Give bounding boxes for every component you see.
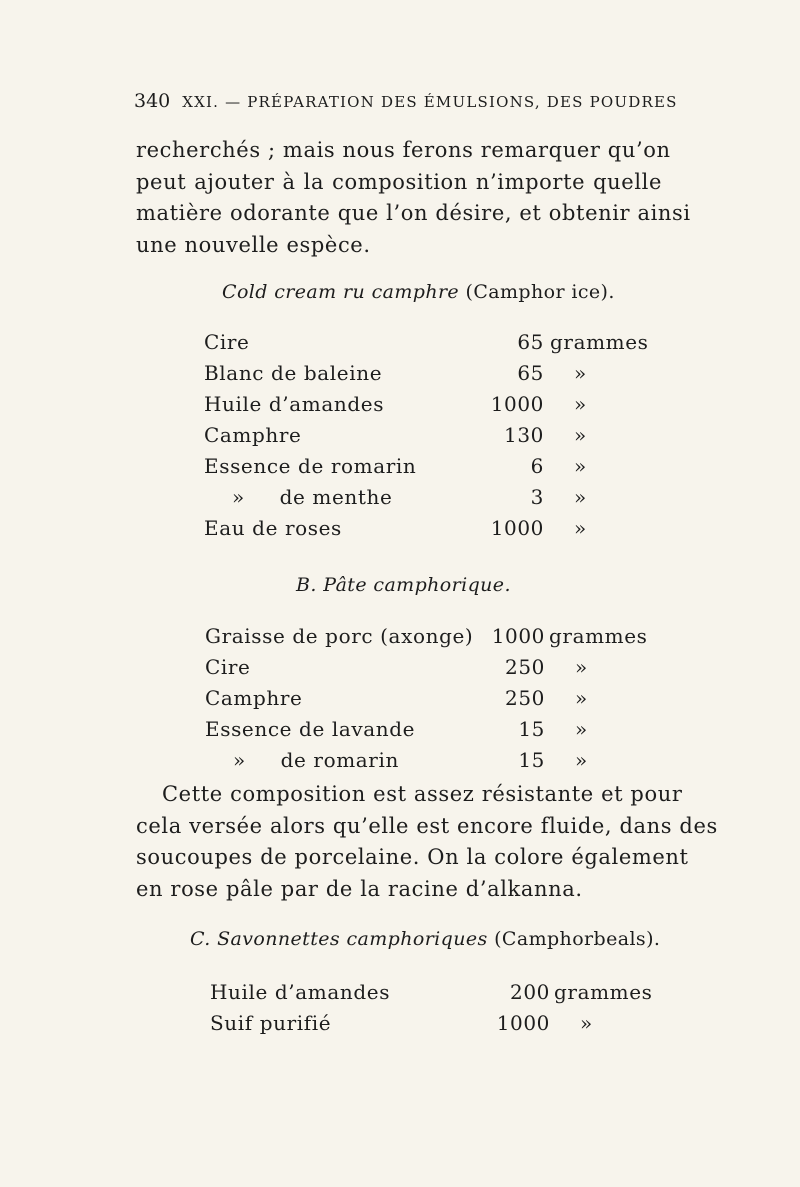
- ingredient-name: Essence de lavande: [205, 717, 416, 741]
- paragraph-pate-description: [136, 779, 718, 905]
- ingredient-unit: »: [574, 392, 587, 416]
- ingredient-unit: »: [574, 361, 587, 385]
- recipe-title-plain: (Camphor ice).: [459, 281, 615, 303]
- recipe-title-pate-camphorique: [296, 574, 511, 596]
- ingredient-unit: »: [575, 686, 588, 710]
- ingredient-name: Cire: [205, 655, 251, 679]
- ingredient-unit: »: [574, 516, 587, 540]
- ingredient-quantity: 130: [504, 423, 544, 447]
- recipe-title-cold-cream: [222, 281, 615, 303]
- recipe-table-savonnettes: [210, 977, 653, 1047]
- ingredient-unit: »: [574, 454, 587, 478]
- ingredient-name: » de romarin: [233, 748, 399, 772]
- ingredient-quantity: 250: [505, 686, 545, 710]
- paragraph-line: peut ajouter à la composition n’importe quelle: [136, 169, 662, 194]
- ingredient-unit: »: [574, 423, 587, 447]
- ingredient-quantity: 6: [530, 454, 544, 478]
- paragraph-line: en rose pâle par de la racine d’alkanna.: [136, 876, 583, 901]
- recipe-title-plain: (Camphorbeals).: [487, 928, 661, 950]
- ingredient-name: Camphre: [205, 686, 303, 710]
- ingredient-name: Graisse de porc (axonge): [205, 624, 474, 648]
- ingredient-name: Cire: [204, 330, 250, 354]
- paragraph-intro: [136, 135, 691, 261]
- ingredient-unit: »: [575, 717, 588, 741]
- ingredient-unit: »: [574, 485, 587, 509]
- ingredient-quantity: 3: [530, 485, 544, 509]
- ingredient-unit: »: [575, 655, 588, 679]
- ingredient-unit: »: [580, 1011, 593, 1035]
- paragraph-line: une nouvelle espèce.: [136, 232, 371, 257]
- ingredient-name: Huile d’amandes: [210, 980, 391, 1004]
- ingredient-quantity: 1000: [491, 624, 545, 648]
- ingredient-name: Blanc de baleine: [204, 361, 383, 385]
- recipe-table-cold-cream: [204, 327, 649, 547]
- ingredient-name: » de menthe: [232, 485, 393, 509]
- ingredient-name: Camphre: [204, 423, 302, 447]
- ingredient-unit: »: [575, 748, 588, 772]
- recipe-title-italic: B. Pâte camphorique.: [296, 574, 511, 596]
- recipe-table-pate-camphorique: [205, 621, 648, 781]
- ingredient-name: Huile d’amandes: [204, 392, 385, 416]
- ingredient-quantity: 200: [510, 980, 550, 1004]
- paragraph-line: cela versée alors qu’elle est encore fluide, dans des: [136, 813, 718, 838]
- recipe-title-italic: C. Savonnettes camphoriques: [190, 928, 488, 950]
- ingredient-unit: grammes: [549, 624, 648, 648]
- ingredient-quantity: 1000: [490, 392, 544, 416]
- ingredient-quantity: 1000: [490, 516, 544, 540]
- ingredient-quantity: 1000: [496, 1011, 550, 1035]
- ingredient-unit: grammes: [554, 980, 653, 1004]
- ingredient-quantity: 65: [517, 330, 544, 354]
- ingredient-name: Essence de romarin: [204, 454, 417, 478]
- ingredient-quantity: 15: [518, 748, 545, 772]
- running-title: XXI. — PRÉPARATION DES ÉMULSIONS, DES POUDRES: [182, 93, 678, 111]
- running-header: [134, 90, 678, 112]
- ingredient-quantity: 250: [505, 655, 545, 679]
- paragraph-line: recherchés ; mais nous ferons remarquer qu’on: [136, 138, 671, 162]
- recipe-title-italic: Cold cream ru camphre: [222, 281, 460, 303]
- ingredient-unit: grammes: [550, 330, 649, 354]
- paragraph-line: Cette composition est assez résistante et pour: [162, 782, 683, 806]
- page-number: 340: [134, 90, 171, 112]
- paragraph-line: soucoupes de porcelaine. On la colore également: [136, 845, 689, 869]
- paragraph-line: matière odorante que l’on désire, et obtenir ainsi: [136, 201, 691, 225]
- ingredient-quantity: 15: [518, 717, 545, 741]
- ingredient-quantity: 65: [517, 361, 544, 385]
- recipe-title-savonnettes: [190, 928, 660, 950]
- ingredient-name: Eau de roses: [204, 516, 342, 540]
- ingredient-name: Suif purifié: [210, 1011, 332, 1035]
